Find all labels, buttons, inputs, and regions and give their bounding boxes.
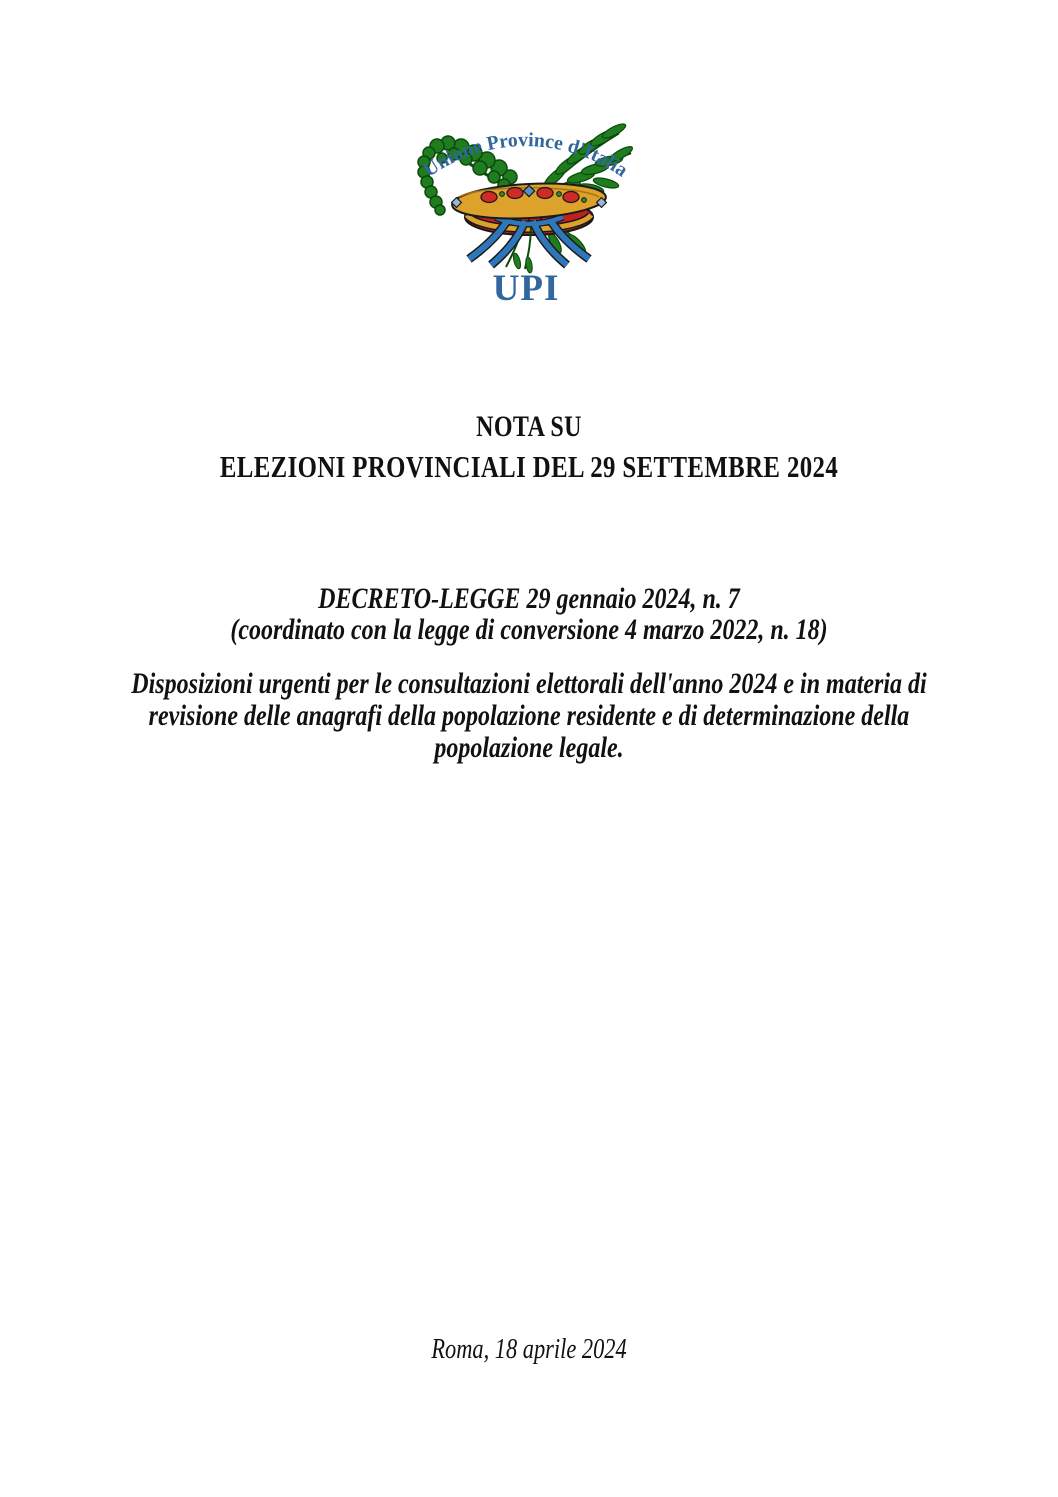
subject-line: Disposizioni urgenti per le consultazioni elettorali dell'anno 2024 e in materia di <box>131 667 927 700</box>
upi-logo-graphic <box>409 113 649 308</box>
upi-logo <box>409 113 649 308</box>
note-title: NOTA SU <box>476 410 582 443</box>
dateline: Roma, 18 aprile 2024 <box>431 1334 627 1365</box>
svg-text:Unione Province d'Italia: Unione Province d'Italia <box>419 129 632 182</box>
decree-subject <box>106 668 952 764</box>
subject-line: revisione delle anagrafi della popolazione residente e di determinazione della <box>148 699 910 732</box>
decree-heading <box>106 583 952 645</box>
subject-line: popolazione legale. <box>434 731 624 764</box>
logo-acronym <box>493 268 560 308</box>
decree-line1: DECRETO-LEGGE 29 gennaio 2024, n. 7 <box>318 582 740 615</box>
elections-title: ELEZIONI PROVINCIALI DEL 29 SETTEMBRE 2024 <box>219 449 839 484</box>
decree-line2: (coordinato con la legge di conversione 4 marzo 2022, n. 18) <box>230 613 828 646</box>
svg-text:UPI: UPI <box>492 268 560 308</box>
